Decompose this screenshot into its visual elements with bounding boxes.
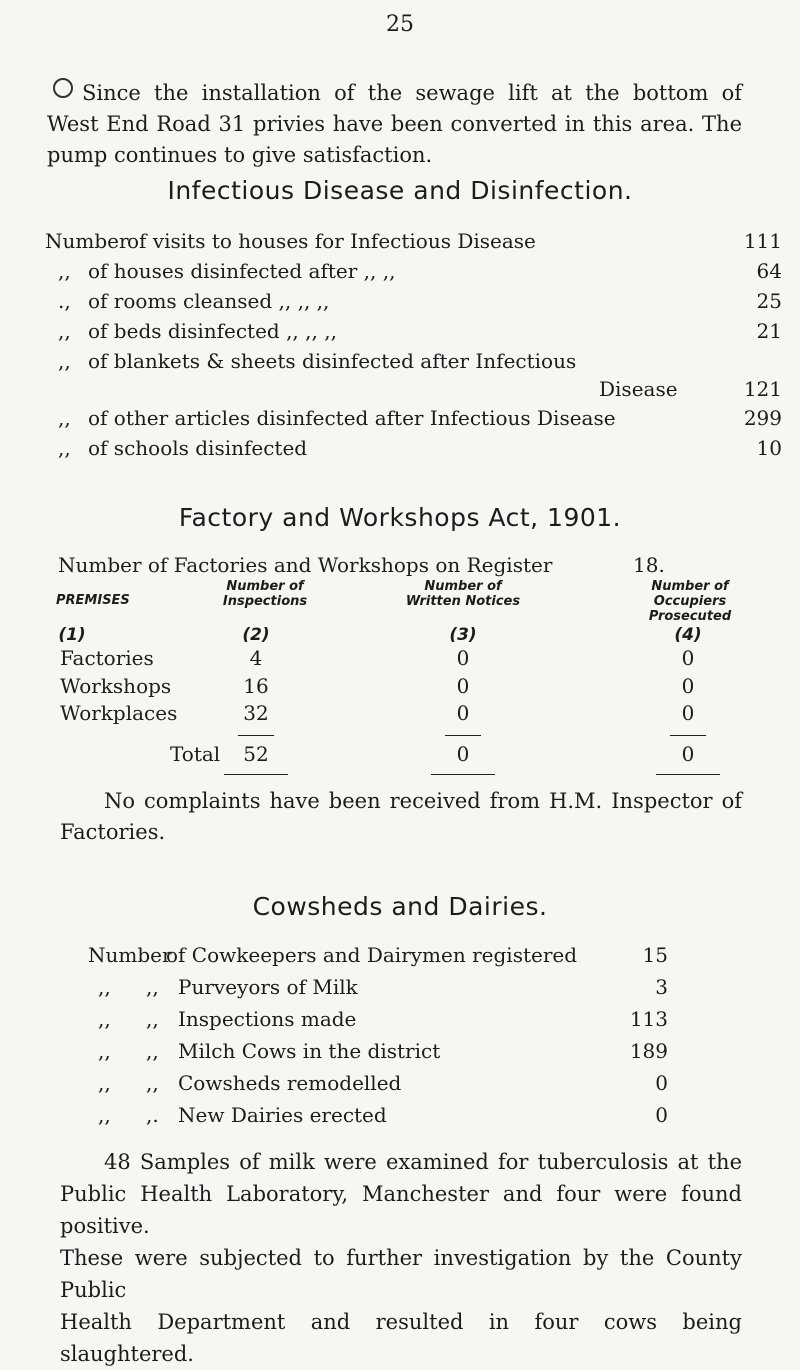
intro-line-3: pump continues to give satisfaction. [47, 143, 433, 167]
premises-cell: Workshops [60, 674, 172, 698]
row-prefix: ,, [98, 1039, 111, 1063]
closing-paragraph [60, 1146, 742, 1370]
row-value: 21 [756, 319, 782, 343]
row-label: of other articles disinfected after Infectious Disease [88, 406, 616, 430]
total-rule-bottom [431, 774, 495, 775]
register-label: Number of Factories and Workshops on Register [58, 553, 553, 577]
row-label: of schools disinfected [88, 436, 308, 460]
infectious-heading: Infectious Disease and Disinfection. [167, 176, 633, 205]
row-label: of Cowkeepers and Dairymen registered [166, 943, 578, 967]
row-prefix: ,, [58, 259, 71, 283]
row-label: of visits to houses for Infectious Disease [127, 229, 536, 253]
row-value: 15 [642, 943, 668, 967]
total-rule-bottom [224, 774, 288, 775]
row-value: 299 [743, 406, 782, 430]
closing-line-1: 48 Samples of milk were examined for tuberculosis at the [104, 1150, 742, 1174]
register-value: 18. [633, 553, 665, 577]
row-prefix: ,, [98, 1007, 111, 1031]
factory-heading: Factory and Workshops Act, 1901. [178, 503, 622, 532]
row-label: Cowsheds remodelled [178, 1071, 402, 1095]
notices-cell: 0 [456, 646, 470, 670]
row-label: New Dairies erected [178, 1103, 387, 1127]
row-prefix: ,, [58, 349, 71, 373]
row-value: 0 [655, 1071, 668, 1095]
row-prefix: ,, [58, 319, 71, 343]
row-prefix-2: ,, [146, 1039, 159, 1063]
row-prefix-2: ,, [146, 1071, 159, 1095]
intro-paragraph [47, 78, 742, 171]
total-rule-top [238, 735, 274, 736]
total-notices: 0 [456, 742, 470, 766]
row-prefix: ,, [98, 1071, 111, 1095]
prosecuted-cell: 0 [681, 701, 695, 725]
closing-line-4: Health Department and resulted in four cows being slaughtered. [60, 1310, 742, 1366]
register-line [58, 553, 758, 577]
premises-cell: Workplaces [60, 701, 178, 725]
prosecuted-cell: 0 [681, 674, 695, 698]
col-number-3: (3) [449, 625, 477, 645]
inspections-cell: 4 [249, 646, 263, 670]
notices-cell: 0 [456, 674, 470, 698]
cowsheds-heading: Cowsheds and Dairies. [252, 892, 548, 921]
col-number-4: (4) [674, 625, 702, 645]
row-value: 3 [655, 975, 668, 999]
row-label: Purveyors of Milk [178, 975, 358, 999]
closing-line-2: Public Health Laboratory, Manchester and four were found positive. [60, 1182, 742, 1238]
total-label: Total [170, 742, 221, 766]
row-label: of beds disinfected ,, ,, ,, [88, 319, 337, 343]
inspections-cell: 16 [243, 674, 269, 698]
row-prefix: Number [88, 943, 172, 967]
factory-note-line-1: No complaints have been received from H.M. Inspector of [104, 789, 742, 813]
row-value: 25 [756, 289, 782, 313]
row-prefix: ,, [98, 975, 111, 999]
row-label: of blankets & sheets disinfected after Infectious [88, 349, 577, 373]
total-prosecuted: 0 [681, 742, 695, 766]
col-header-notices: Number of Written Notices [405, 579, 521, 609]
intro-line-2: West End Road 31 privies have been converted in this area. The [47, 112, 742, 136]
row-prefix: ,, [58, 436, 71, 460]
inspections-cell: 32 [243, 701, 269, 725]
factory-note-line-2: Factories. [60, 820, 166, 844]
premises-cell: Factories [60, 646, 154, 670]
row-prefix-2: ,, [146, 1007, 159, 1031]
row-label: Milch Cows in the district [178, 1039, 441, 1063]
row-value: 113 [629, 1007, 668, 1031]
col-header-prosecuted: Number of Occupiers Prosecuted [648, 579, 732, 624]
cowsheds-row [88, 943, 728, 967]
total-inspections: 52 [243, 742, 269, 766]
row-prefix: ,, [58, 406, 71, 430]
row-value: 111 [743, 229, 782, 253]
row-label: of houses disinfected after ,, ,, [88, 259, 396, 283]
row-prefix-2: ,. [146, 1103, 159, 1127]
notices-cell: 0 [456, 701, 470, 725]
row-prefix-2: ,, [146, 975, 159, 999]
row-value: 0 [655, 1103, 668, 1127]
total-rule-top [445, 735, 481, 736]
row-value: 10 [756, 436, 782, 460]
total-rule-bottom [656, 774, 720, 775]
col-header-premises: PREMISES [56, 593, 130, 608]
row-label: Inspections made [178, 1007, 357, 1031]
factory-note [60, 786, 742, 848]
col-number-1: (1) [58, 625, 86, 645]
page-number: 25 [386, 12, 414, 37]
total-rule-top [670, 735, 706, 736]
col-header-inspections: Number of Inspections [222, 579, 308, 609]
col-number-2: (2) [242, 625, 270, 645]
row-label-continued: Disease [599, 377, 678, 401]
intro-line-1: Since the installation of the sewage lift at the bottom of [82, 81, 742, 105]
row-prefix: ,, [98, 1103, 111, 1127]
row-prefix: Number [45, 229, 129, 253]
row-value: 64 [756, 259, 782, 283]
closing-line-3: These were subjected to further investigation by the County Public [60, 1246, 742, 1302]
row-prefix: ., [58, 289, 71, 313]
row-label: of rooms cleansed ,, ,, ,, [88, 289, 330, 313]
prosecuted-cell: 0 [681, 646, 695, 670]
row-value: 189 [629, 1039, 668, 1063]
row-value: 121 [743, 377, 782, 401]
